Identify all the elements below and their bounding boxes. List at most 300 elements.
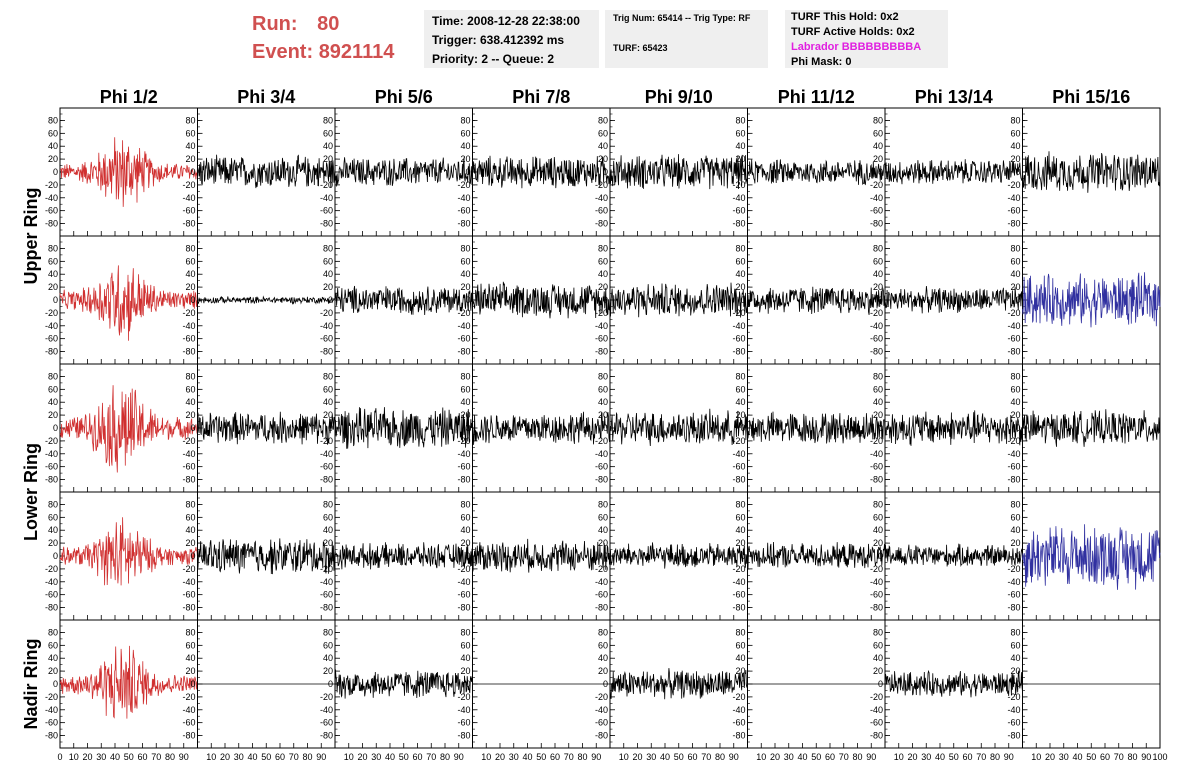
y-tick-label: 0 [877, 167, 883, 177]
y-tick-label: 60 [735, 512, 746, 523]
y-tick-label: -40 [732, 448, 746, 459]
y-tick-label: -40 [594, 192, 608, 203]
y-tick-label: -60 [457, 205, 471, 216]
turf-text: TURF: 65423 [613, 43, 668, 53]
y-tick-label: -40 [457, 320, 471, 331]
y-tick-label: 0 [327, 551, 333, 561]
y-tick-label: 40 [460, 525, 471, 536]
y-tick-label: 40 [597, 397, 608, 408]
y-tick-label: 40 [322, 269, 333, 280]
y-tick-label: 20 [460, 282, 471, 293]
y-tick-label: -20 [44, 563, 58, 574]
y-tick-label: 20 [322, 666, 333, 677]
y-tick-label: 80 [1010, 499, 1021, 510]
waveform-trace [748, 542, 886, 569]
labrador-text: Labrador BBBBBBBBBA [791, 41, 922, 53]
y-tick-label: -80 [182, 218, 196, 229]
x-tick-label: 40 [109, 752, 121, 762]
y-tick-label: -60 [319, 589, 333, 600]
waveform-trace [198, 412, 336, 445]
y-tick-label: -80 [594, 730, 608, 741]
waveform-trace [885, 286, 1023, 313]
x-tick-label: 60 [1099, 752, 1111, 762]
y-tick-label: 20 [872, 538, 883, 549]
waveform-trace [748, 159, 886, 185]
y-tick-label: -20 [182, 307, 196, 318]
column-title: Phi 7/8 [512, 87, 571, 107]
y-tick-label: -40 [732, 320, 746, 331]
x-tick-label: 30 [921, 752, 932, 762]
y-tick-label: 60 [47, 256, 58, 267]
y-tick-label: 80 [872, 115, 883, 126]
y-tick-label: 80 [322, 243, 333, 254]
x-tick-label: 10 [756, 752, 767, 762]
y-tick-label: 40 [47, 141, 58, 152]
y-tick-label: -40 [44, 576, 58, 587]
y-tick-label: 0 [465, 423, 471, 433]
y-tick-label: 20 [185, 538, 196, 549]
y-tick-label: -60 [594, 205, 608, 216]
y-tick-label: -40 [319, 704, 333, 715]
y-tick-label: 60 [872, 384, 883, 395]
y-tick-label: 60 [872, 640, 883, 651]
y-tick-label: -40 [594, 320, 608, 331]
y-tick-label: 60 [872, 256, 883, 267]
y-tick-label: -80 [1007, 346, 1021, 357]
y-tick-label: -40 [594, 576, 608, 587]
y-tick-label: -20 [457, 691, 471, 702]
y-tick-label: 20 [597, 154, 608, 165]
y-tick-label: 20 [1010, 410, 1021, 421]
y-tick-label: -20 [1007, 435, 1021, 446]
x-tick-label: 60 [687, 752, 698, 762]
y-tick-label: -60 [1007, 717, 1021, 728]
y-tick-label: 0 [52, 423, 58, 433]
y-tick-label: -80 [1007, 218, 1021, 229]
y-tick-label: 20 [735, 154, 746, 165]
y-tick-label: 20 [597, 282, 608, 293]
x-tick-label: 30 [783, 752, 794, 762]
y-tick-label: -20 [1007, 307, 1021, 318]
x-tick-label: 0 [57, 752, 63, 762]
y-tick-label: -40 [44, 448, 58, 459]
y-tick-label: 20 [735, 410, 746, 421]
y-tick-label: 0 [877, 423, 883, 433]
y-tick-label: -60 [869, 589, 883, 600]
x-tick-label: 20 [632, 752, 643, 762]
y-tick-label: 0 [465, 167, 471, 177]
y-tick-label: 60 [597, 640, 608, 651]
y-tick-label: 40 [597, 525, 608, 536]
y-tick-label: -40 [869, 576, 883, 587]
x-tick-label: 20 [82, 752, 93, 762]
y-tick-label: 40 [185, 269, 196, 280]
y-tick-label: -60 [457, 461, 471, 472]
y-tick-label: 80 [185, 499, 196, 510]
y-tick-label: 20 [460, 410, 471, 421]
y-tick-label: 20 [735, 282, 746, 293]
y-tick-label: -40 [44, 320, 58, 331]
x-tick-label: 40 [797, 752, 808, 762]
y-tick-label: -40 [1007, 320, 1021, 331]
x-tick-label: 80 [302, 752, 313, 762]
x-tick-label: 40 [522, 752, 533, 762]
y-tick-label: -20 [44, 307, 58, 318]
y-tick-label: 0 [190, 551, 196, 561]
y-tick-label: -20 [1007, 563, 1021, 574]
x-tick-label: 60 [137, 752, 148, 762]
y-tick-label: 40 [1010, 269, 1021, 280]
y-tick-label: 20 [872, 154, 883, 165]
y-tick-label: -40 [319, 448, 333, 459]
y-tick-label: -20 [1007, 179, 1021, 190]
x-tick-label: 70 [563, 752, 574, 762]
y-tick-label: -80 [457, 474, 471, 485]
y-tick-label: -40 [44, 192, 58, 203]
x-tick-label: 50 [673, 752, 684, 762]
y-tick-label: 20 [47, 154, 58, 165]
waveform-trace [1023, 151, 1161, 193]
y-tick-label: -20 [319, 435, 333, 446]
y-tick-label: 40 [872, 397, 883, 408]
y-tick-label: 60 [735, 640, 746, 651]
waveform-trace [60, 137, 198, 207]
y-tick-label: 20 [597, 666, 608, 677]
x-tick-label: 50 [536, 752, 547, 762]
y-tick-label: 20 [460, 538, 471, 549]
y-tick-label: 80 [322, 499, 333, 510]
y-tick-label: 40 [322, 653, 333, 664]
y-tick-label: -40 [319, 320, 333, 331]
waveform-trace [748, 412, 886, 444]
y-tick-label: 60 [47, 640, 58, 651]
y-tick-label: 0 [190, 295, 196, 305]
y-tick-label: -40 [869, 320, 883, 331]
y-tick-label: 80 [735, 371, 746, 382]
y-tick-label: -40 [1007, 704, 1021, 715]
waveform-trace [60, 385, 198, 472]
y-tick-label: -60 [44, 333, 58, 344]
y-tick-label: -80 [1007, 474, 1021, 485]
y-tick-label: 20 [460, 154, 471, 165]
y-tick-label: 60 [872, 512, 883, 523]
y-tick-label: -40 [732, 576, 746, 587]
y-tick-label: -40 [457, 448, 471, 459]
x-tick-label: 50 [123, 752, 134, 762]
y-tick-label: 40 [735, 269, 746, 280]
x-tick-label-end: 100 [1152, 752, 1168, 762]
y-tick-label: -60 [182, 717, 196, 728]
y-tick-label: 0 [327, 295, 333, 305]
y-tick-label: 80 [735, 243, 746, 254]
y-tick-label: -80 [182, 346, 196, 357]
y-tick-label: 40 [1010, 397, 1021, 408]
waveform-trace [610, 409, 748, 446]
y-tick-label: 40 [185, 141, 196, 152]
y-tick-label: 40 [1010, 141, 1021, 152]
y-tick-label: 80 [597, 243, 608, 254]
y-tick-label: 0 [877, 295, 883, 305]
y-tick-label: -40 [182, 192, 196, 203]
ring-label: Nadir Ring [21, 638, 41, 730]
y-tick-label: 0 [877, 551, 883, 561]
y-tick-label: 60 [322, 128, 333, 139]
y-tick-label: 0 [327, 167, 333, 177]
y-tick-label: -60 [319, 333, 333, 344]
y-tick-label: 20 [185, 410, 196, 421]
column-title: Phi 13/14 [914, 87, 993, 107]
y-tick-label: 40 [322, 525, 333, 536]
y-tick-label: 80 [1010, 371, 1021, 382]
x-tick-label: 30 [508, 752, 519, 762]
y-tick-label: -60 [869, 461, 883, 472]
y-tick-label: 80 [322, 371, 333, 382]
y-tick-label: 60 [1010, 640, 1021, 651]
y-tick-label: 0 [740, 295, 746, 305]
y-tick-label: -40 [457, 576, 471, 587]
y-tick-label: 60 [185, 640, 196, 651]
y-tick-label: -60 [44, 205, 58, 216]
y-tick-label: 60 [47, 512, 58, 523]
y-tick-label: 80 [460, 243, 471, 254]
y-tick-label: 60 [185, 128, 196, 139]
waveform-trace [610, 542, 748, 568]
y-tick-label: -20 [182, 691, 196, 702]
y-tick-label: 20 [185, 154, 196, 165]
x-tick-label: 90 [453, 752, 464, 762]
x-tick-label: 80 [577, 752, 588, 762]
y-tick-label: 60 [460, 384, 471, 395]
y-tick-label: -60 [869, 333, 883, 344]
y-tick-label: 60 [735, 256, 746, 267]
y-tick-label: -40 [1007, 448, 1021, 459]
y-tick-label: -60 [1007, 589, 1021, 600]
run-label: Run: [252, 13, 298, 35]
x-tick-label: 60 [412, 752, 423, 762]
y-tick-label: 0 [1015, 423, 1021, 433]
y-tick-label: -20 [869, 691, 883, 702]
waveform-trace [335, 407, 473, 449]
y-tick-label: 40 [735, 653, 746, 664]
y-tick-label: 20 [185, 666, 196, 677]
y-tick-label: -60 [1007, 333, 1021, 344]
y-tick-label: -20 [457, 563, 471, 574]
y-tick-label: -20 [594, 307, 608, 318]
y-tick-label: -80 [869, 474, 883, 485]
y-tick-label: 20 [185, 282, 196, 293]
y-tick-label: 60 [185, 256, 196, 267]
y-tick-label: 80 [460, 627, 471, 638]
y-tick-label: -20 [869, 435, 883, 446]
y-tick-label: 40 [872, 653, 883, 664]
y-tick-label: -60 [44, 589, 58, 600]
x-tick-label: 70 [1113, 752, 1124, 762]
y-tick-label: -60 [182, 333, 196, 344]
y-tick-label: 60 [1010, 384, 1021, 395]
y-tick-label: 20 [47, 410, 58, 421]
y-tick-label: -60 [594, 461, 608, 472]
y-tick-label: 40 [460, 269, 471, 280]
x-tick-label: 80 [989, 752, 1001, 762]
waveform-trace [473, 539, 611, 573]
y-tick-label: -60 [44, 461, 58, 472]
waveform-trace [60, 646, 198, 719]
x-tick-label: 90 [178, 752, 189, 762]
x-tick-label: 40 [934, 752, 946, 762]
y-tick-label: 40 [460, 397, 471, 408]
y-tick-label: -60 [732, 205, 746, 216]
y-tick-label: -80 [869, 730, 883, 741]
y-tick-label: -80 [319, 602, 333, 613]
y-tick-label: 20 [872, 666, 883, 677]
waveform-trace [473, 156, 611, 188]
waveform-trace [610, 668, 748, 699]
y-tick-label: -20 [457, 307, 471, 318]
y-tick-label: 0 [327, 679, 333, 689]
y-tick-label: -40 [457, 704, 471, 715]
x-tick-label: 30 [233, 752, 244, 762]
y-tick-label: 0 [1015, 167, 1021, 177]
x-tick-label: 50 [398, 752, 409, 762]
x-tick-label: 90 [1003, 752, 1014, 762]
x-tick-label: 70 [838, 752, 849, 762]
column-title: Phi 1/2 [99, 87, 158, 107]
y-tick-label: -60 [869, 205, 883, 216]
y-tick-label: 60 [1010, 256, 1021, 267]
y-tick-label: 40 [735, 525, 746, 536]
y-tick-label: 0 [190, 679, 196, 689]
phi-mask-text: Phi Mask: 0 [791, 56, 852, 68]
x-tick-label: 90 [728, 752, 739, 762]
y-tick-label: -20 [732, 307, 746, 318]
waveform-trace [1023, 524, 1161, 590]
y-tick-label: -20 [732, 563, 746, 574]
y-tick-label: 0 [465, 679, 471, 689]
y-tick-label: 0 [465, 295, 471, 305]
column-title: Phi 11/12 [777, 87, 855, 107]
y-tick-label: -80 [594, 602, 608, 613]
y-tick-label: -20 [44, 691, 58, 702]
y-tick-label: -60 [1007, 461, 1021, 472]
y-tick-label: 80 [460, 371, 471, 382]
y-tick-label: -80 [732, 730, 746, 741]
y-tick-label: 20 [47, 282, 58, 293]
y-tick-label: -20 [732, 179, 746, 190]
x-tick-label: 60 [549, 752, 561, 762]
y-tick-label: 0 [602, 679, 608, 689]
x-tick-label: 90 [866, 752, 877, 762]
waveform-trace [335, 157, 473, 186]
y-tick-label: 20 [735, 538, 746, 549]
x-tick-label: 60 [274, 752, 286, 762]
waveform-trace [473, 282, 611, 319]
y-tick-label: 20 [1010, 666, 1021, 677]
y-tick-label: -60 [869, 717, 883, 728]
y-tick-label: 20 [597, 538, 608, 549]
x-tick-label: 80 [1127, 752, 1138, 762]
x-tick-label: 20 [907, 752, 918, 762]
y-tick-label: 80 [185, 371, 196, 382]
y-tick-label: 0 [465, 551, 471, 561]
y-tick-label: -60 [182, 205, 196, 216]
y-tick-label: 80 [597, 627, 608, 638]
y-tick-label: 0 [52, 551, 58, 561]
y-tick-label: -60 [319, 717, 333, 728]
x-tick-label: 20 [494, 752, 506, 762]
turf-active-holds-text: TURF Active Holds: 0x2 [791, 26, 915, 38]
y-tick-label: 80 [597, 115, 608, 126]
x-tick-label: 40 [1072, 752, 1083, 762]
y-tick-label: 0 [327, 423, 333, 433]
y-tick-label: 20 [1010, 538, 1021, 549]
y-tick-label: -60 [1007, 205, 1021, 216]
y-tick-label: 0 [602, 167, 608, 177]
y-tick-label: -80 [869, 346, 883, 357]
y-tick-label: 80 [185, 627, 196, 638]
y-tick-label: 40 [872, 141, 883, 152]
y-tick-label: 80 [460, 115, 471, 126]
y-tick-label: 20 [47, 666, 58, 677]
x-tick-label: 20 [219, 752, 231, 762]
y-tick-label: 0 [1015, 295, 1021, 305]
y-tick-label: -20 [594, 563, 608, 574]
y-tick-label: 20 [597, 410, 608, 421]
y-tick-label: -60 [44, 717, 58, 728]
y-tick-label: 80 [47, 243, 58, 254]
y-tick-label: 0 [190, 423, 196, 433]
y-tick-label: -80 [319, 218, 333, 229]
y-tick-label: 80 [735, 499, 746, 510]
y-tick-label: 80 [872, 243, 883, 254]
y-tick-label: 60 [185, 384, 196, 395]
y-tick-label: -80 [182, 474, 196, 485]
y-tick-label: 20 [1010, 282, 1021, 293]
y-tick-label: 40 [460, 653, 471, 664]
waveform-trace [1023, 409, 1161, 447]
y-tick-label: -60 [594, 589, 608, 600]
y-tick-label: 60 [735, 384, 746, 395]
x-tick-label: 50 [811, 752, 822, 762]
y-tick-label: -80 [44, 346, 58, 357]
waveform-trace [198, 538, 336, 574]
y-tick-label: 0 [1015, 679, 1021, 689]
y-tick-label: 40 [597, 653, 608, 664]
x-tick-label: 70 [151, 752, 162, 762]
y-tick-label: -80 [594, 218, 608, 229]
y-tick-label: -40 [44, 704, 58, 715]
y-tick-label: 80 [47, 499, 58, 510]
y-tick-label: -60 [182, 589, 196, 600]
y-tick-label: 80 [47, 627, 58, 638]
y-tick-label: 0 [740, 423, 746, 433]
y-tick-label: -60 [732, 461, 746, 472]
y-tick-label: 0 [740, 551, 746, 561]
y-tick-label: -20 [44, 435, 58, 446]
priority-text: Priority: 2 -- Queue: 2 [432, 52, 555, 66]
x-tick-label: 40 [247, 752, 258, 762]
y-tick-label: -80 [44, 730, 58, 741]
y-tick-label: 40 [460, 141, 471, 152]
waveform-trace [885, 159, 1023, 184]
y-tick-label: -40 [457, 192, 471, 203]
x-tick-label: 70 [976, 752, 987, 762]
x-tick-label: 70 [426, 752, 437, 762]
y-tick-label: -80 [182, 602, 196, 613]
waveform-trace [473, 412, 611, 445]
y-tick-label: 40 [597, 269, 608, 280]
waveform-trace [335, 286, 473, 315]
y-tick-label: -60 [319, 461, 333, 472]
